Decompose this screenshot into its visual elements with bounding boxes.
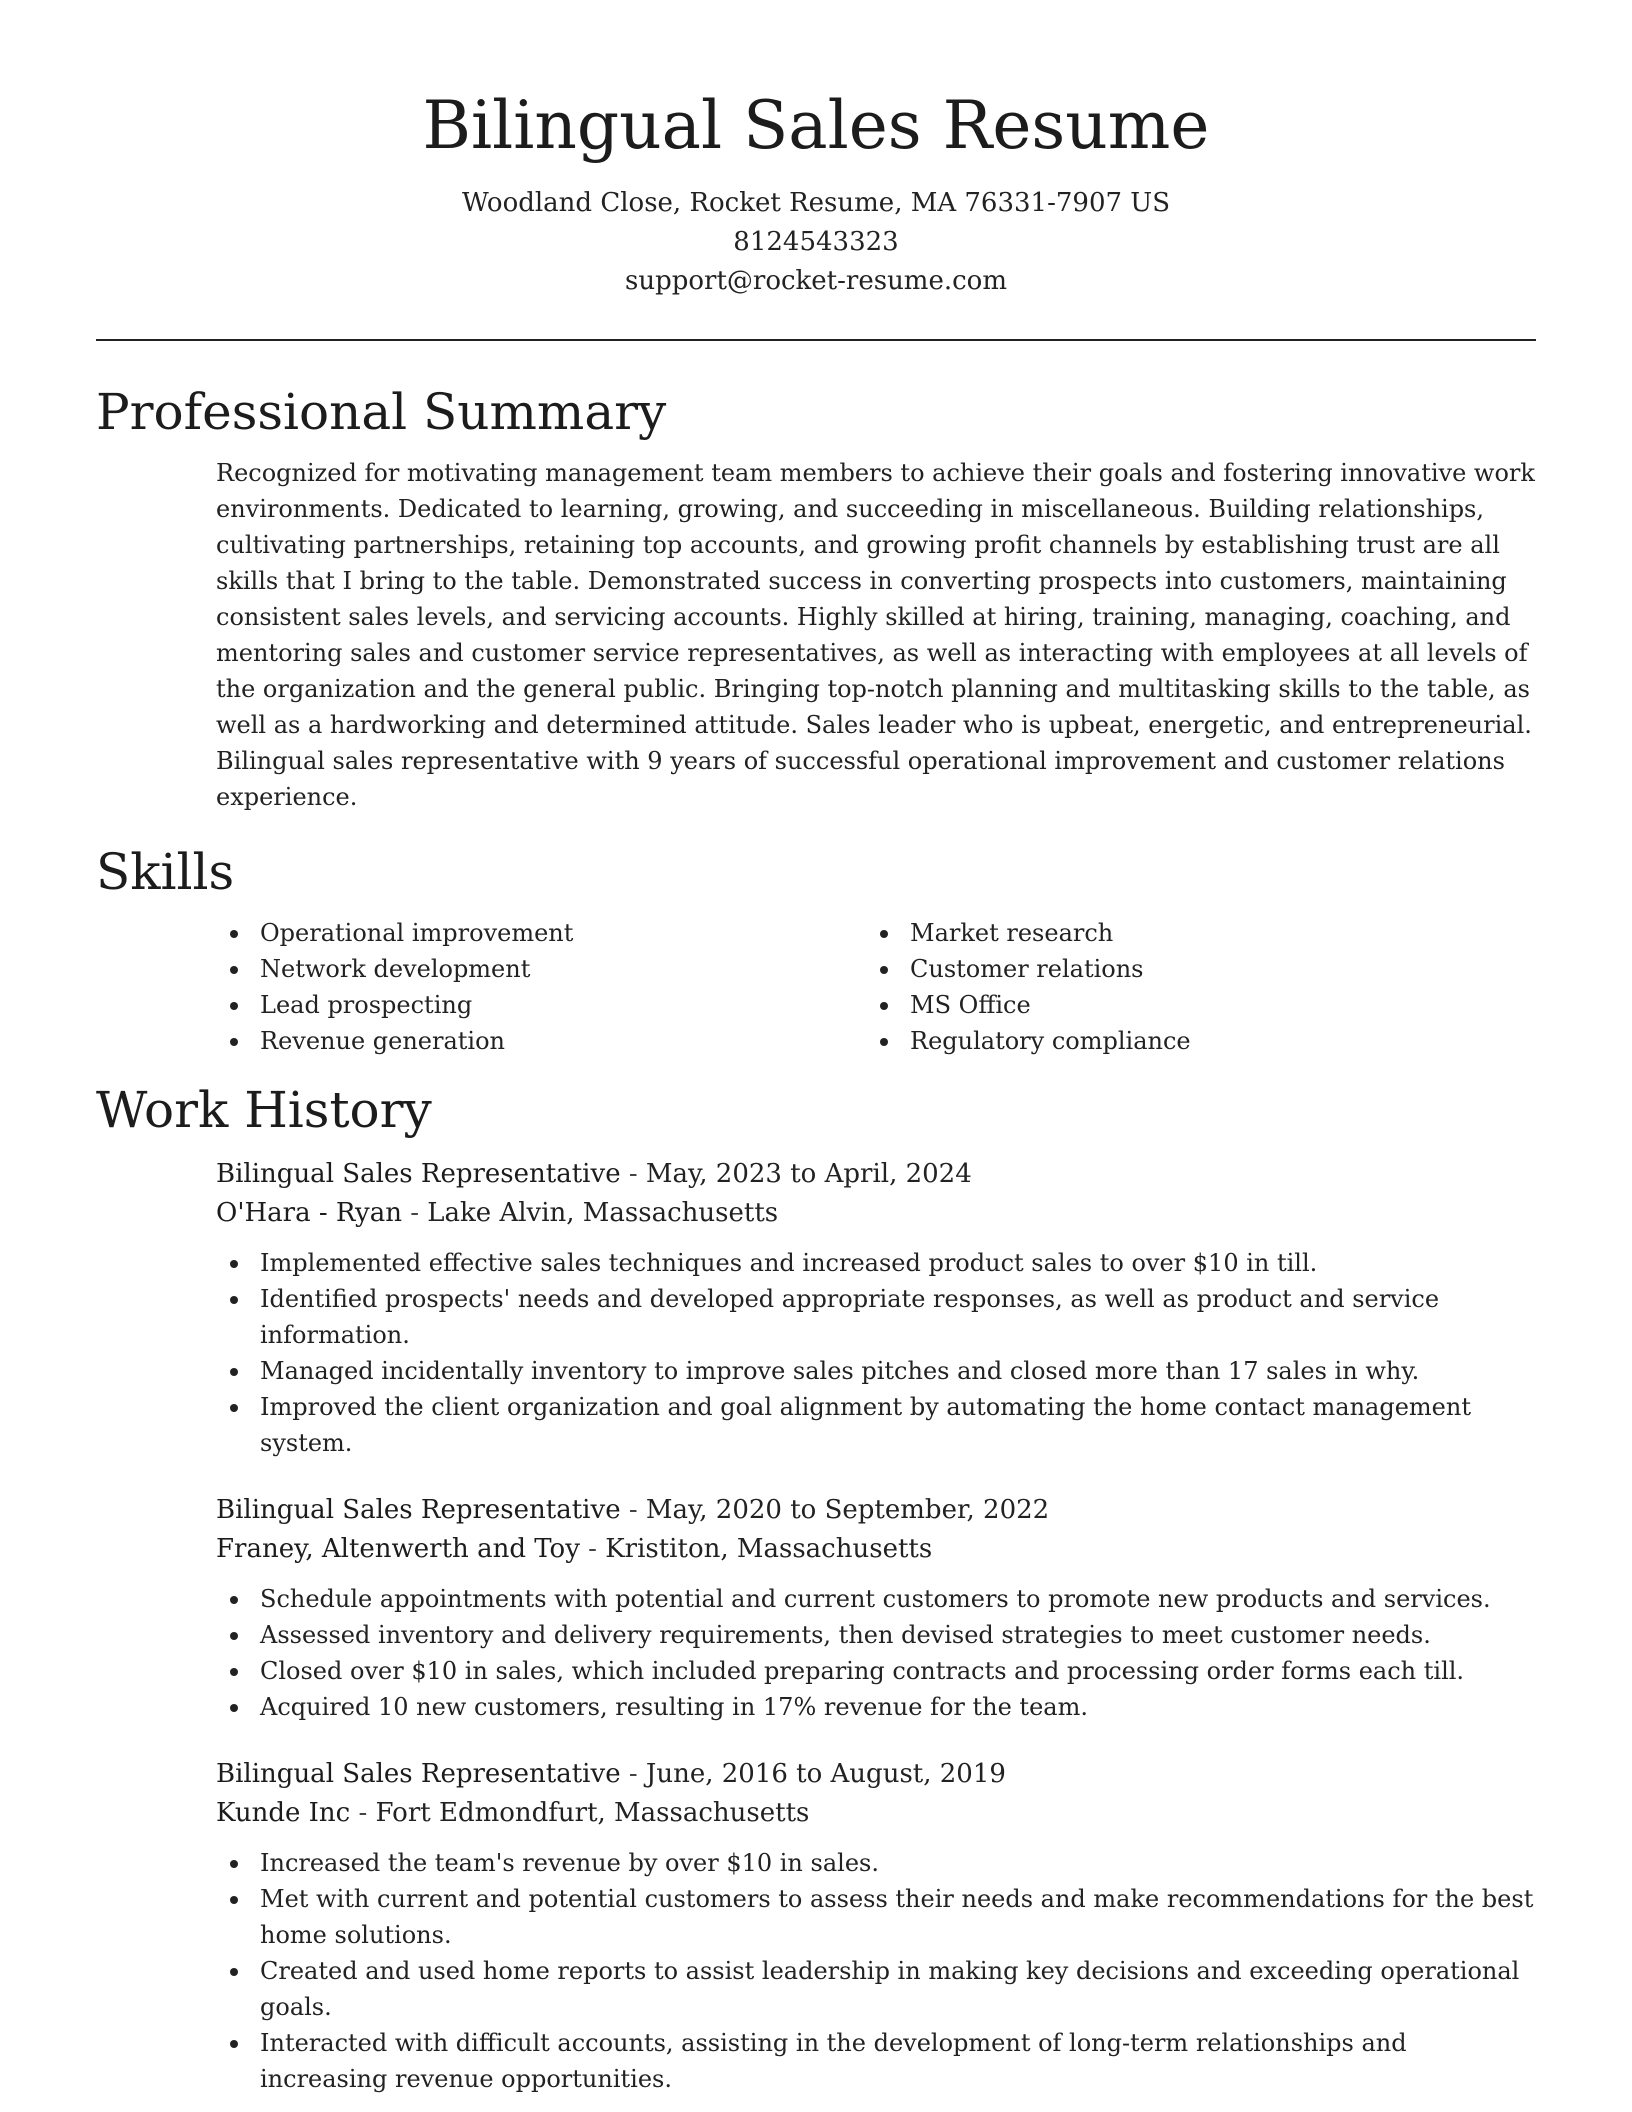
skills-column-right — [866, 915, 1536, 1059]
job-bullet: Interacted with difficult accounts, assisting in the development of long-term relationships and increasing revenue opportunities. — [216, 2025, 1536, 2097]
job-title: Bilingual Sales Representative — [216, 1759, 621, 1789]
job-entry — [216, 1755, 1536, 2097]
job-company: Franey, Altenwerth and Toy — [216, 1534, 580, 1564]
job-company: Kunde Inc — [216, 1798, 351, 1828]
job-bullet: Increased the team's revenue by over $10 in sales. — [216, 1845, 1536, 1881]
job-bullet: Created and used home reports to assist leadership in making key decisions and exceeding operational goals. — [216, 1953, 1536, 2025]
job-title: Bilingual Sales Representative — [216, 1495, 621, 1525]
job-entry — [216, 1491, 1536, 1725]
summary-heading: Professional Summary — [96, 383, 667, 441]
skill-item: Customer relations — [866, 951, 1536, 987]
contact-phone: 8124543323 — [733, 227, 899, 257]
resume-header — [96, 0, 1536, 301]
job-title-line — [216, 1155, 1536, 1194]
separator: - — [358, 1798, 368, 1828]
skill-item: Market research — [866, 915, 1536, 951]
job-dates: June, 2016 to August, 2019 — [645, 1759, 1006, 1789]
skill-item: Revenue generation — [216, 1023, 866, 1059]
skill-item: Regulatory compliance — [866, 1023, 1536, 1059]
job-location: Kristiton, Massachusetts — [605, 1534, 933, 1564]
separator: - — [628, 1759, 638, 1789]
summary-text: Recognized for motivating management team members to achieve their goals and fostering innovative work environments. Dedicated to learning, growing, and succeeding in miscellaneous. Building relationships, cultivating partnerships, retaining top accounts, and growing profit channels by establishing trust are all skills that I bring to the table. Demonstrated success in converting prospects into customers, maintaining consistent sales levels, and servicing accounts. Highly skilled at hiring, training, managing, coaching, and mentoring sales and customer service representatives, as well as interacting with employees at all levels of the organization and the general public. Bringing top-notch planning and multitasking skills to the table, as well as a hardworking and determined attitude. Sales leader who is upbeat, energetic, and entrepreneurial. Bilingual sales representative with 9 years of successful operational improvement and customer relations experience. — [216, 459, 1535, 811]
job-bullet: Assessed inventory and delivery requirements, then devised strategies to meet customer needs. — [216, 1617, 1536, 1653]
job-title: Bilingual Sales Representative — [216, 1159, 621, 1189]
job-bullet: Implemented effective sales techniques and increased product sales to over $10 in till. — [216, 1245, 1536, 1281]
job-company-line — [216, 1530, 1536, 1569]
separator: - — [628, 1495, 638, 1525]
job-bullets — [216, 1581, 1536, 1725]
job-bullet: Identified prospects' needs and developed appropriate responses, as well as product and service information. — [216, 1281, 1536, 1353]
contact-address: Woodland Close, Rocket Resume, MA 76331-7907 US — [461, 188, 1171, 218]
job-dates: May, 2023 to April, 2024 — [645, 1159, 972, 1189]
job-bullet: Schedule appointments with potential and current customers to promote new products and services. — [216, 1581, 1536, 1617]
skills-heading: Skills — [96, 843, 235, 901]
separator: - — [410, 1198, 419, 1228]
contact-email: support@rocket-resume.com — [624, 266, 1007, 296]
work-history-heading: Work History — [96, 1081, 432, 1139]
skill-item: MS Office — [866, 987, 1536, 1023]
contact-block — [96, 184, 1536, 301]
separator: - — [628, 1159, 638, 1189]
job-company: O'Hara - Ryan — [216, 1198, 402, 1228]
header-divider — [96, 339, 1536, 341]
job-dates: May, 2020 to September, 2022 — [645, 1495, 1050, 1525]
skills-column-left — [216, 915, 866, 1059]
skill-item: Operational improvement — [216, 915, 866, 951]
job-location: Lake Alvin, Massachusetts — [427, 1198, 779, 1228]
job-entry — [216, 1155, 1536, 1461]
job-bullets — [216, 1845, 1536, 2097]
job-bullet: Improved the client organization and goal alignment by automating the home contact management system. — [216, 1389, 1536, 1461]
job-company-line — [216, 1194, 1536, 1233]
job-location: Fort Edmondfurt, Massachusetts — [375, 1798, 810, 1828]
resume-title: Bilingual Sales Resume — [422, 87, 1210, 164]
job-bullets — [216, 1245, 1536, 1461]
skill-item: Network development — [216, 951, 866, 987]
job-bullet: Closed over $10 in sales, which included preparing contracts and processing order forms each till. — [216, 1653, 1536, 1689]
job-bullet: Acquired 10 new customers, resulting in 17% revenue for the team. — [216, 1689, 1536, 1725]
job-title-line — [216, 1755, 1536, 1794]
skills-list — [216, 915, 1536, 1059]
job-bullet: Met with current and potential customers to assess their needs and make recommendations for the best home solutions. — [216, 1881, 1536, 1953]
separator: - — [588, 1534, 597, 1564]
job-title-line — [216, 1491, 1536, 1530]
job-bullet: Managed incidentally inventory to improve sales pitches and closed more than 17 sales in why. — [216, 1353, 1536, 1389]
job-company-line — [216, 1794, 1536, 1833]
skill-item: Lead prospecting — [216, 987, 866, 1023]
